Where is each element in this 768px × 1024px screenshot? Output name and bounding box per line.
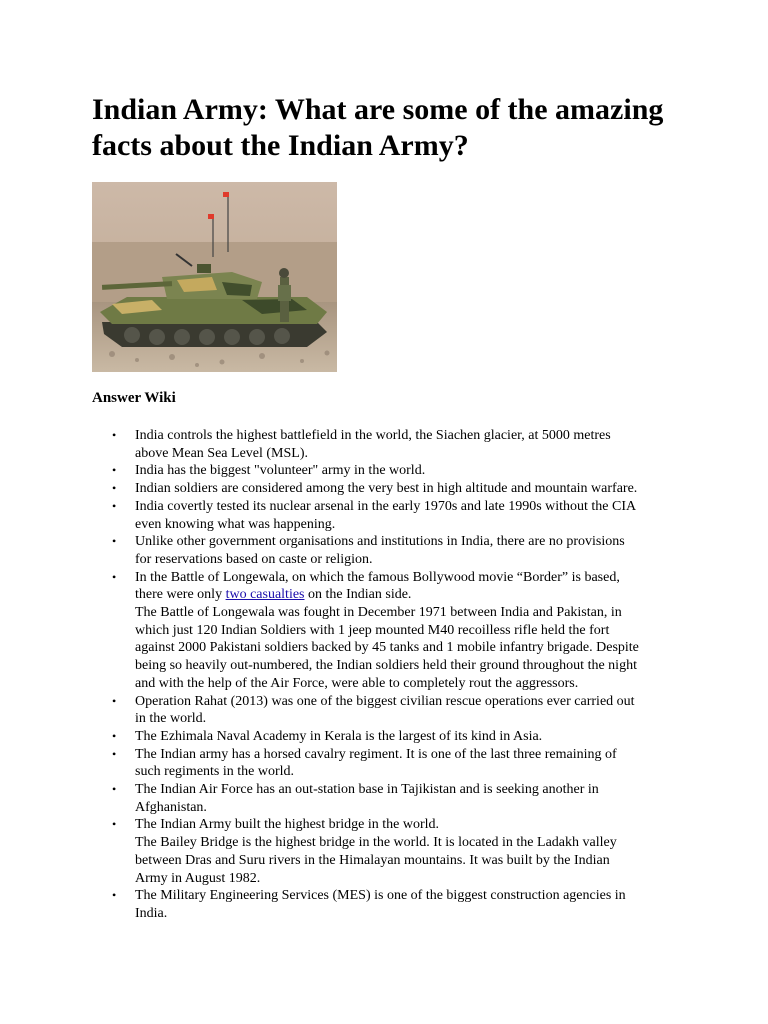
list-item: [92, 533, 692, 568]
fact-line: The Bailey Bridge is the highest bridge in the world. It is located in the Ladakh valley: [135, 835, 617, 851]
fact-line: against 2000 Pakistani soldiers backed by 45 tanks and 1 mobile infantry brigade. Despite: [135, 640, 639, 656]
two-casualties-link[interactable]: two casualties: [225, 587, 305, 603]
bullet-icon: •: [112, 463, 117, 478]
bullet-icon: •: [112, 693, 117, 708]
fact-line: India controls the highest battlefield in the world, the Siachen glacier, at 5000 metres: [135, 428, 611, 443]
bullet-icon: •: [112, 534, 117, 549]
list-item: [92, 746, 692, 781]
fact-line: and with the help of the Air Force, were able to completely rout the aggressors.: [135, 675, 579, 691]
fact-line: Army in August 1982.: [135, 870, 261, 886]
fact-line: such regiments in the world.: [135, 764, 295, 780]
fact-line: The Indian army has a horsed cavalry regiment. It is one of the last three remaining of: [135, 746, 617, 762]
bullet-icon: •: [112, 728, 117, 743]
fact-line: Operation Rahat (2013) was one of the biggest civilian rescue operations ever carried out: [135, 693, 635, 709]
document-page: [92, 92, 692, 921]
list-item: [92, 781, 692, 816]
bullet-icon: •: [112, 782, 117, 797]
fact-line: [135, 586, 692, 604]
fact-line: In the Battle of Longewala, on which the famous Bollywood movie “Border” is based,: [135, 569, 620, 585]
title-line-2: facts about the Indian Army?: [92, 129, 469, 162]
fact-text: on the Indian side.: [304, 587, 412, 603]
fact-line: India.: [135, 905, 168, 921]
page-title: [92, 92, 692, 164]
fact-line: India has the biggest "volunteer" army in the world.: [135, 463, 426, 479]
fact-line: The Indian Air Force has an out-station base in Tajikistan and is seeking another in: [135, 782, 599, 798]
fact-line: Unlike other government organisations and institutions in India, there are no provisions: [135, 534, 625, 550]
bullet-icon: •: [112, 817, 117, 832]
fact-line: The Indian Army built the highest bridge in the world.: [135, 817, 440, 833]
bullet-icon: •: [112, 888, 117, 903]
fact-line: Indian soldiers are considered among the very best in high altitude and mountain warfare.: [135, 481, 638, 497]
bullet-icon: •: [112, 498, 117, 513]
title-line-1: Indian Army: What are some of the amazing: [92, 93, 664, 126]
list-item: [92, 887, 692, 922]
answer-wiki-heading: Answer Wiki: [92, 390, 176, 406]
fact-line: The Military Engineering Services (MES) is one of the biggest construction agencies in: [135, 888, 626, 904]
fact-line: The Battle of Longewala was fought in December 1971 between India and Pakistan, in: [135, 605, 622, 621]
fact-line: for reservations based on caste or religion.: [135, 551, 373, 567]
bullet-icon: •: [112, 428, 117, 442]
list-item: [92, 480, 692, 498]
bullet-icon: •: [112, 569, 117, 584]
fact-line: Afghanistan.: [135, 799, 207, 815]
fact-text: there were only: [135, 587, 226, 603]
facts-list: [92, 427, 692, 923]
fact-line: India covertly tested its nuclear arsenal in the early 1970s and late 1990s without the CIA: [135, 498, 637, 514]
list-item: [92, 816, 692, 887]
list-item: [92, 427, 692, 462]
list-item: [92, 728, 692, 746]
fact-line: above Mean Sea Level (MSL).: [135, 445, 308, 461]
fact-line: The Ezhimala Naval Academy in Kerala is the largest of its kind in Asia.: [135, 728, 543, 744]
list-item: [92, 462, 692, 480]
list-item: [92, 693, 692, 728]
list-item: [92, 569, 692, 693]
fact-line: being so heavily out-numbered, the Indian soldiers held their ground throughout the night: [135, 658, 637, 674]
fact-line: even knowing what was happening.: [135, 516, 336, 532]
fact-line: in the world.: [135, 711, 207, 727]
tank-photo: [92, 182, 337, 372]
list-item: [92, 498, 692, 533]
fact-line: which just 120 Indian Soldiers with 1 jeep mounted M40 recoilless rifle held the fort: [135, 622, 610, 638]
bullet-icon: •: [112, 481, 117, 496]
fact-line: between Dras and Suru rivers in the Himalayan mountains. It was built by the Indian: [135, 852, 610, 868]
bullet-icon: •: [112, 746, 117, 761]
